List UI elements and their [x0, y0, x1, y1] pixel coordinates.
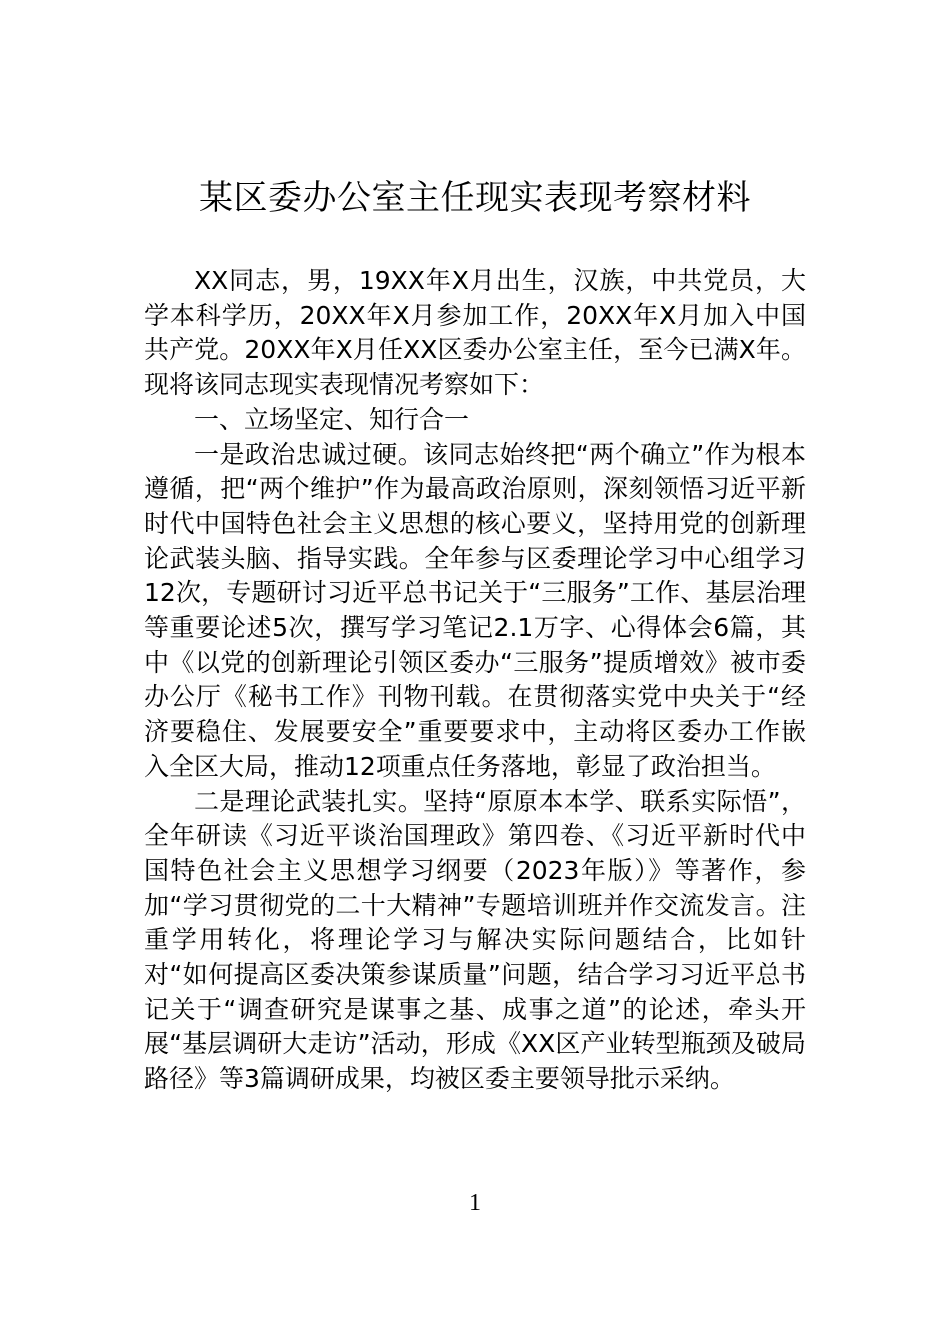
section-heading: 一、立场坚定、知行合一	[194, 404, 470, 434]
intro-paragraph: XX同志，男，19XX年X月出生，汉族，中共党员，大学本科学历，20XX年X月参加工作，20XX年X月加入中国共产党。20XX年X月任XX区委办公室主任，至今已满X年。现将该同志现实表现情况考察如下：	[144, 266, 806, 400]
body-paragraph: 二是理论武装扎实。坚持“原原本本学、联系实际悟”，全年研读《习近平谈治国理政》第四卷、《习近平新时代中国特色社会主义思想学习纲要（2023年版）》等著作，参加“学习贯彻党的二十大精神”专题培训班并作交流发言。注重学用转化，将理论学习与解决实际问题结合，比如针对“如何提高区委决策参谋质量”问题，结合学习习近平总书记关于“调查研究是谋事之基、成事之道”的论述，牵头开展“基层调研大走访”活动，形成《XX区产业转型瓶颈及破局路径》等3篇调研成果，均被区委主要领导批示采纳。	[144, 786, 806, 1094]
page-number: 1	[469, 1190, 481, 1216]
document-title: 某区委办公室主任现实表现考察材料	[199, 178, 751, 218]
body-paragraph: 一是政治忠诚过硬。该同志始终把“两个确立”作为根本遵循，把“两个维护”作为最高政治原则，深刻领悟习近平新时代中国特色社会主义思想的核心要义，坚持用党的创新理论武装头脑、指导实践。全年参与区委理论学习中心组学习12次，专题研讨习近平总书记关于“三服务”工作、基层治理等重要论述5次，撰写学习笔记2.1万字、心得体会6篇，其中《以党的创新理论引领区委办“三服务”提质增效》被市委办公厅《秘书工作》刊物刊载。在贯彻落实党中央关于“经济要稳住、发展要安全”重要要求中，主动将区委办工作嵌入全区大局，推动12项重点任务落地，彰显了政治担当。	[144, 439, 806, 781]
document-body	[144, 264, 806, 1097]
